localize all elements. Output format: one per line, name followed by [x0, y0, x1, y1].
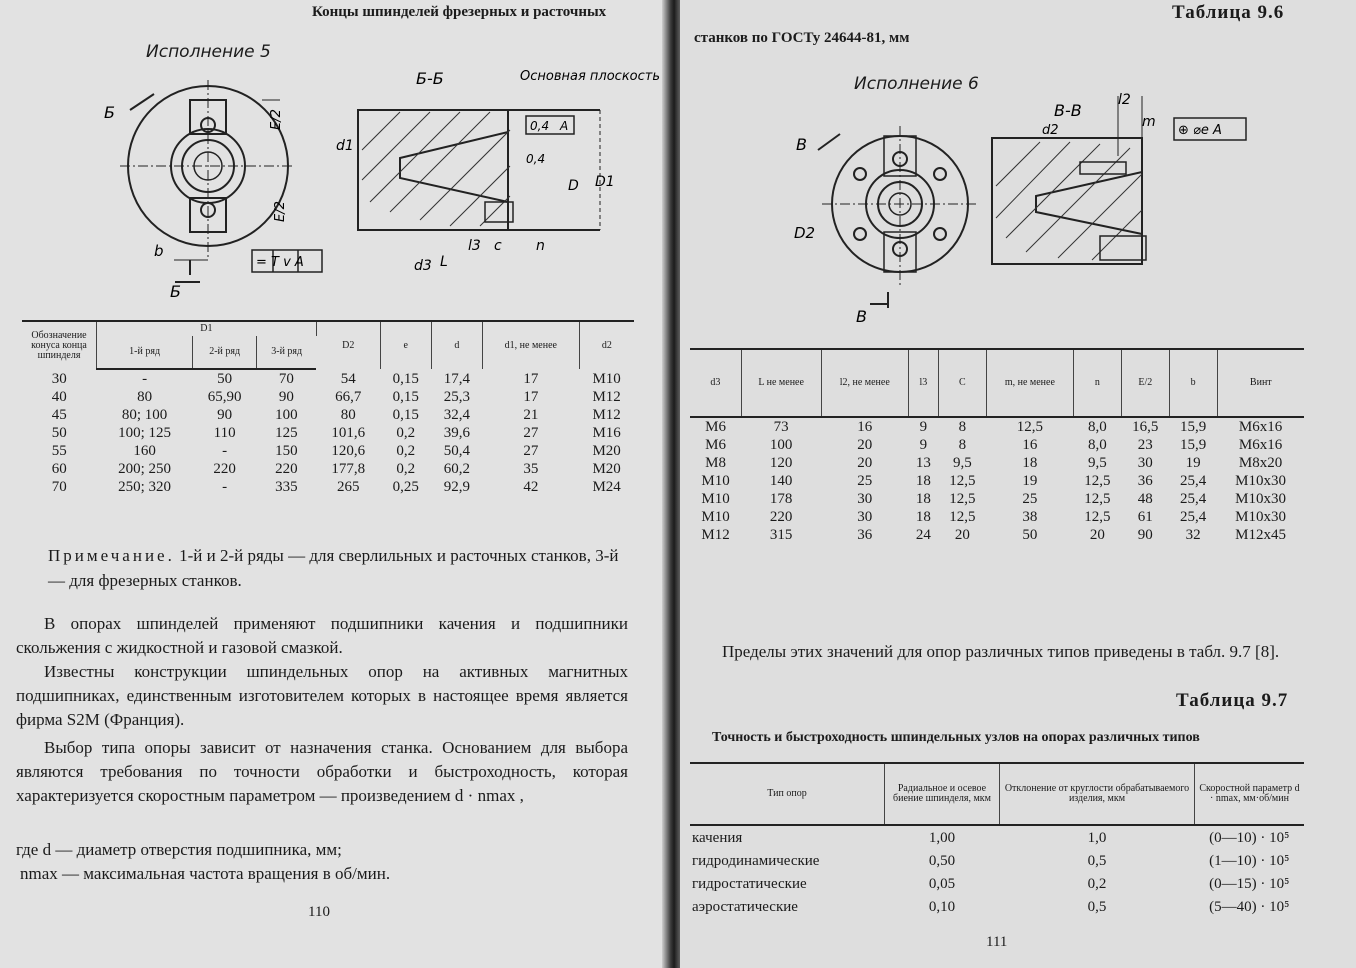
cell: 200; 250	[118, 461, 172, 477]
cell: 100; 125	[118, 425, 172, 441]
cell: 0,25	[392, 479, 419, 495]
label-D2: D2	[794, 224, 816, 242]
cell: M20	[592, 461, 621, 477]
cell: 19	[1022, 473, 1038, 489]
cell: 8,0	[1088, 437, 1107, 453]
cell: (0—15) · 10⁵	[1209, 875, 1290, 892]
cell: M12	[592, 389, 621, 405]
cell: M10x30	[1235, 491, 1286, 507]
cell: 20	[1089, 527, 1105, 543]
cell: M24	[592, 479, 621, 495]
cell: 1,00	[928, 829, 956, 846]
cell: 90	[278, 389, 294, 405]
cell: 55	[51, 443, 67, 459]
cell: M10	[701, 473, 730, 489]
cell: 12,5	[949, 509, 976, 525]
cell: 12,5	[1084, 509, 1111, 525]
cell: 23	[1137, 437, 1153, 453]
cell: 45	[51, 407, 67, 423]
cell: M6x16	[1238, 437, 1283, 453]
table-note	[48, 543, 620, 593]
left-figure-title: Исполнение 5	[146, 42, 271, 62]
label-D: D	[568, 178, 579, 194]
table-row	[690, 508, 1304, 526]
left-section-label: Б-Б	[416, 69, 444, 88]
label-l2: l2	[1118, 92, 1131, 108]
cell: 12,5	[1084, 473, 1111, 489]
cell: 80; 100	[121, 407, 168, 423]
cell: 54	[340, 370, 356, 387]
paragraph-bearings: В опорах шпинделей применяют подшипники качения и подшипники скольжения с жидкостной и газовой смазкой.	[16, 614, 628, 657]
table-row	[22, 369, 634, 388]
th-D2: D2	[316, 321, 380, 369]
cell: 70	[51, 479, 67, 495]
cell: гидродинамические	[692, 852, 820, 869]
cell: 220	[213, 461, 236, 477]
cell: 12,5	[1016, 419, 1044, 435]
cell: 16	[1022, 437, 1038, 453]
cell: 92,9	[443, 479, 470, 495]
th-speed-param: Скоростной параметр d · nmax, мм·об/мин	[1195, 763, 1305, 825]
cell: 50,4	[443, 443, 470, 459]
cell: 27	[523, 443, 539, 459]
cell: M12x45	[1235, 527, 1286, 543]
left-table	[22, 320, 634, 496]
label-v-top: В	[796, 135, 807, 154]
cell: 32	[1185, 527, 1201, 543]
cell: 9	[919, 437, 928, 453]
cell: 65,90	[207, 389, 242, 405]
label-b: b	[154, 242, 164, 260]
cell: 30	[1137, 455, 1153, 471]
cell: 18	[915, 509, 931, 525]
cell: 9,5	[1088, 455, 1107, 471]
cell: 110	[213, 425, 236, 441]
label-c: c	[494, 238, 502, 254]
cell: 90	[217, 407, 233, 423]
cell: 101,6	[331, 425, 366, 441]
cell: 125	[275, 425, 298, 441]
table-row	[690, 472, 1304, 490]
table-row	[690, 490, 1304, 508]
cell: M12	[592, 407, 621, 423]
cell: M6x16	[1238, 419, 1283, 435]
paragraph-limits: Пределы этих значений для опор различных типов приведены в табл. 9.7 [8].	[722, 642, 1280, 661]
th-D1: D1	[97, 321, 317, 336]
cell: 18	[1022, 455, 1038, 471]
cell: 0,2	[396, 443, 416, 459]
cell: 0,10	[928, 898, 956, 915]
cell: 265	[336, 479, 360, 495]
th-row1: 1-й ряд	[97, 336, 193, 369]
cell: 120,6	[331, 443, 366, 459]
cell: 13	[915, 455, 931, 471]
cell: 16	[857, 419, 873, 435]
cell: 0,15	[392, 389, 419, 405]
table-row	[690, 849, 1304, 872]
cell: 27	[523, 425, 539, 441]
table-row	[22, 460, 634, 478]
cell: M6	[705, 437, 727, 453]
table-row	[690, 872, 1304, 895]
note-text: 1-й и 2-й ряды — для сверлильных и расточных станков, 3-й — для фрезерных станков.	[48, 546, 619, 590]
cell: M10x30	[1235, 509, 1286, 525]
table-row	[690, 895, 1304, 918]
cell: (1—10) · 10⁵	[1209, 852, 1290, 869]
right-running-head: станков по ГОСТу 24644-81, мм	[694, 30, 910, 46]
cell: 8	[958, 437, 967, 453]
th-d: d	[431, 321, 482, 369]
cell: -	[222, 443, 228, 459]
th-n: n	[1073, 349, 1121, 417]
cell: 25,3	[443, 389, 470, 405]
cell: M10	[701, 491, 730, 507]
table-row	[22, 442, 634, 460]
cell: 15,9	[1180, 437, 1207, 453]
label-e-bottom: E/2	[273, 201, 288, 222]
cell: 39,6	[443, 425, 470, 441]
th-e: e	[380, 321, 431, 369]
left-drawing	[90, 60, 661, 305]
cell: гидростатические	[692, 875, 807, 892]
cell: 160	[133, 443, 156, 459]
left-page-number: 110	[308, 904, 330, 920]
cell: 24	[915, 527, 931, 543]
cell: 177,8	[331, 461, 366, 477]
label-v-bottom: В	[856, 307, 867, 326]
cell: 38	[1022, 509, 1038, 525]
th-screw: Винт	[1217, 349, 1304, 417]
cell: 21	[523, 407, 539, 423]
label-l3: l3	[468, 238, 481, 254]
cell: 30	[51, 370, 67, 387]
cell: 0,15	[392, 407, 419, 423]
cell: 18	[915, 491, 931, 507]
table-row	[690, 436, 1304, 454]
th-d1: d1, не менее	[482, 321, 579, 369]
cell: 8	[958, 419, 967, 435]
cell: 15,9	[1180, 419, 1207, 435]
cell: 0,50	[928, 852, 956, 869]
cell: 80	[340, 407, 356, 423]
th-C: C	[938, 349, 986, 417]
th-l2: l2, не менее	[821, 349, 908, 417]
label-b-top: Б	[104, 103, 115, 122]
th-designation: Обозначение конуса конца шпинделя	[22, 321, 97, 369]
cell: 16,5	[1132, 419, 1159, 435]
right-table-9-6	[690, 348, 1304, 544]
label-D1: D1	[595, 174, 615, 190]
cell: 32,4	[443, 407, 470, 423]
cell: 0,5	[1087, 852, 1107, 869]
table-9-6-number: Таблица 9.6	[1172, 2, 1285, 23]
right-page	[680, 0, 1356, 968]
cell: 60	[51, 461, 67, 477]
cell: 19	[1185, 455, 1201, 471]
note-lead: Примечание.	[48, 546, 175, 565]
cell: 0,2	[396, 461, 416, 477]
cell: 25,4	[1180, 473, 1207, 489]
th-runout: Радиальное и осевое биение шпинделя, мкм	[885, 763, 1000, 825]
table-row	[690, 454, 1304, 472]
cell: 8,0	[1088, 419, 1107, 435]
cell: M8	[705, 455, 727, 471]
cell: 250; 320	[118, 479, 172, 495]
th-d3: d3	[690, 349, 741, 417]
cell: 61	[1137, 509, 1153, 525]
cell: 25	[857, 473, 873, 489]
th-L: L не менее	[741, 349, 821, 417]
cell: 100	[275, 407, 298, 423]
cell: 12,5	[1084, 491, 1111, 507]
table-9-7-title: Точность и быстроходность шпиндельных узлов на опорах различных типов	[712, 730, 1200, 745]
cell: 17	[523, 370, 539, 387]
cell: 18	[915, 473, 931, 489]
cell: 9	[919, 419, 928, 435]
label-b-bottom: Б	[170, 282, 181, 301]
tol-label-1: 0,4	[530, 119, 550, 133]
cell: 335	[275, 479, 298, 495]
cell: 12,5	[949, 491, 976, 507]
label-m: m	[1142, 114, 1156, 130]
label-d2: d2	[1042, 123, 1059, 138]
cell: 0,05	[928, 875, 956, 892]
cell: 36	[857, 527, 873, 543]
cell: 25,4	[1180, 509, 1207, 525]
cell: M10	[701, 509, 730, 525]
definition-nmax: nmax — максимальная частота вращения в об/мин.	[20, 864, 391, 883]
label-n: n	[536, 238, 545, 254]
cell: 60,2	[443, 461, 470, 477]
cell: -	[142, 371, 148, 387]
cell: 0,2	[396, 425, 416, 441]
table-row	[690, 417, 1304, 436]
table-row	[22, 424, 634, 442]
cell: 50	[1022, 527, 1038, 543]
th-row2: 2-й ряд	[193, 336, 257, 369]
definition-d: где d — диаметр отверстия подшипника, мм;	[16, 840, 342, 859]
th-row3: 3-й ряд	[257, 336, 317, 369]
cell: (5—40) · 10⁵	[1209, 898, 1290, 915]
cell: M20	[592, 443, 621, 459]
paragraph-choice: Выбор типа опоры зависит от назначения станка. Основанием для выбора являются требования по точности обработки и быстроходность, которая характеризуется скоростным параметром — произведением d · nmax ,	[16, 738, 628, 805]
cell: 66,7	[335, 389, 362, 405]
cell: 70	[278, 371, 294, 387]
plane-label: Основная плоскость	[520, 69, 661, 84]
cell: 30	[857, 509, 873, 525]
cell: 20	[857, 455, 873, 471]
cell: 20	[954, 527, 970, 543]
th-b: b	[1169, 349, 1217, 417]
cell: 25	[1022, 491, 1038, 507]
flatness-frame: = T v A	[256, 255, 304, 270]
cell: 42	[523, 479, 539, 495]
cell: M8x20	[1238, 455, 1283, 471]
paragraph-magnetic: Известны конструкции шпиндельных опор на активных магнитных подшипниках, единственным изготовителем которых в настоящее время является фирма S2M (Франция).	[16, 662, 628, 729]
cell: 0,15	[392, 370, 419, 387]
right-page-number: 111	[986, 934, 1008, 950]
right-section-label: В-В	[1054, 101, 1082, 120]
cell: 40	[51, 389, 67, 405]
cell: 100	[769, 437, 793, 453]
cell: 140	[769, 473, 793, 489]
cell: 1,0	[1087, 829, 1107, 846]
cell: 0,2	[1087, 875, 1107, 892]
cell: качения	[692, 829, 743, 846]
cell: 220	[275, 461, 298, 477]
cell: 20	[857, 437, 873, 453]
table-row	[22, 406, 634, 424]
cell: 315	[769, 527, 793, 543]
cell: 90	[1137, 527, 1153, 543]
label-e-top: E/2	[269, 109, 284, 130]
th-d2: d2	[579, 321, 634, 369]
cell: 35	[523, 461, 539, 477]
left-running-head: Концы шпинделей фрезерных и расточных	[312, 4, 607, 20]
right-table-9-7	[690, 762, 1304, 918]
cell: M16	[592, 425, 621, 441]
cell: 12,5	[949, 473, 976, 489]
cell: 30	[857, 491, 873, 507]
cell: 150	[275, 443, 298, 459]
table-row	[690, 825, 1304, 849]
cell: 50	[217, 371, 233, 387]
tol-label-2: 0,4	[526, 152, 546, 166]
datum-a: A	[560, 119, 569, 133]
cell: 17,4	[443, 370, 470, 387]
cell: 50	[51, 425, 67, 441]
th-l3: l3	[908, 349, 938, 417]
th-E2: E/2	[1121, 349, 1169, 417]
cell: M12	[701, 527, 730, 543]
cell: аэростатические	[692, 898, 798, 915]
right-drawing	[794, 86, 1270, 326]
cell: -	[222, 479, 228, 495]
label-d3: d3	[414, 258, 432, 274]
label-d1: d1	[336, 138, 354, 154]
table-row	[690, 526, 1304, 544]
cell: 9,5	[952, 455, 972, 471]
right-figure-title: Исполнение 6	[854, 74, 979, 94]
cell: 36	[1137, 473, 1153, 489]
table-row	[22, 388, 634, 406]
th-support-type: Тип опор	[690, 763, 885, 825]
left-page	[0, 0, 668, 968]
cell: 220	[769, 509, 793, 525]
position-tolerance-frame: ⊕ ⌀e A	[1178, 123, 1222, 138]
table-row	[22, 478, 634, 496]
th-m: m, не менее	[986, 349, 1073, 417]
cell: 17	[523, 389, 539, 405]
cell: M10x30	[1235, 473, 1286, 489]
cell: 25,4	[1180, 491, 1207, 507]
cell: 48	[1137, 491, 1153, 507]
cell: 73	[773, 419, 789, 435]
cell: 178	[769, 491, 793, 507]
cell: 0,5	[1087, 898, 1107, 915]
label-L: L	[440, 254, 448, 270]
cell: 80	[137, 389, 153, 405]
cell: (0—10) · 10⁵	[1209, 829, 1290, 846]
cell: M10	[592, 370, 621, 387]
cell: M6	[705, 419, 727, 435]
cell: 120	[769, 455, 793, 471]
table-9-7-number: Таблица 9.7	[1176, 690, 1289, 711]
th-roundness: Отклонение от круглости обрабатываемого изделия, мкм	[1000, 763, 1195, 825]
